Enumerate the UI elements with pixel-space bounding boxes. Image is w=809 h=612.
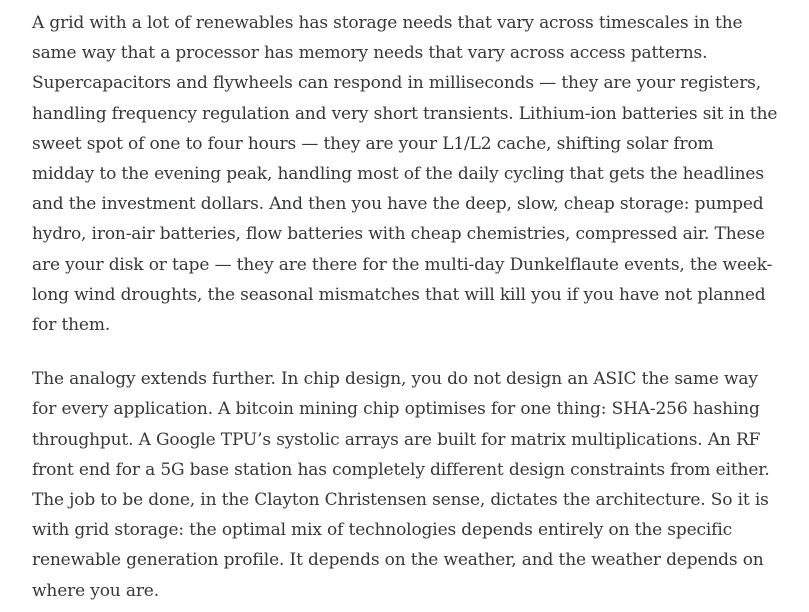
paragraph-chip-design-analogy: The analogy extends further. In chip design, you do not design an ASIC the same way for every application. A bitcoin mining chip optimises for one thing: SHA-256 hashing throughput. A Google TPU’s systolic arrays are built for matrix multiplications. An RF front end for a 5G base station has completely different design constraints from either. The job to be done, in the Clayton Christensen sense, dictates the architecture. So it is with grid storage: the optimal mix of technologies depends entirely on the specific renewable generation profile. It depends on the weather, and the weather depends on where you are. [32,369,770,601]
article-body [32,8,780,606]
paragraph-storage-timescales: A grid with a lot of renewables has storage needs that vary across timescales in the same way that a processor has memory needs that vary across access patterns. Supercapacitors and flywheels can respond in milliseconds — they are your registers, handling frequency regulation and very short transients. Lithium-ion batteries sit in the sweet spot of one to four hours — they are your L1/L2 cache, shifting solar from midday to the evening peak, handling most of the daily cycling that gets the headlines and the investment dollars. And then you have the deep, slow, cheap storage: pumped hydro, iron-air batteries, flow batteries with cheap chemistries, compressed air. These are your disk or tape — they are there for the multi-day Dunkelflaute events, the week-long wind droughts, the seasonal mismatches that will kill you if you have not planned for them. [32,13,778,336]
